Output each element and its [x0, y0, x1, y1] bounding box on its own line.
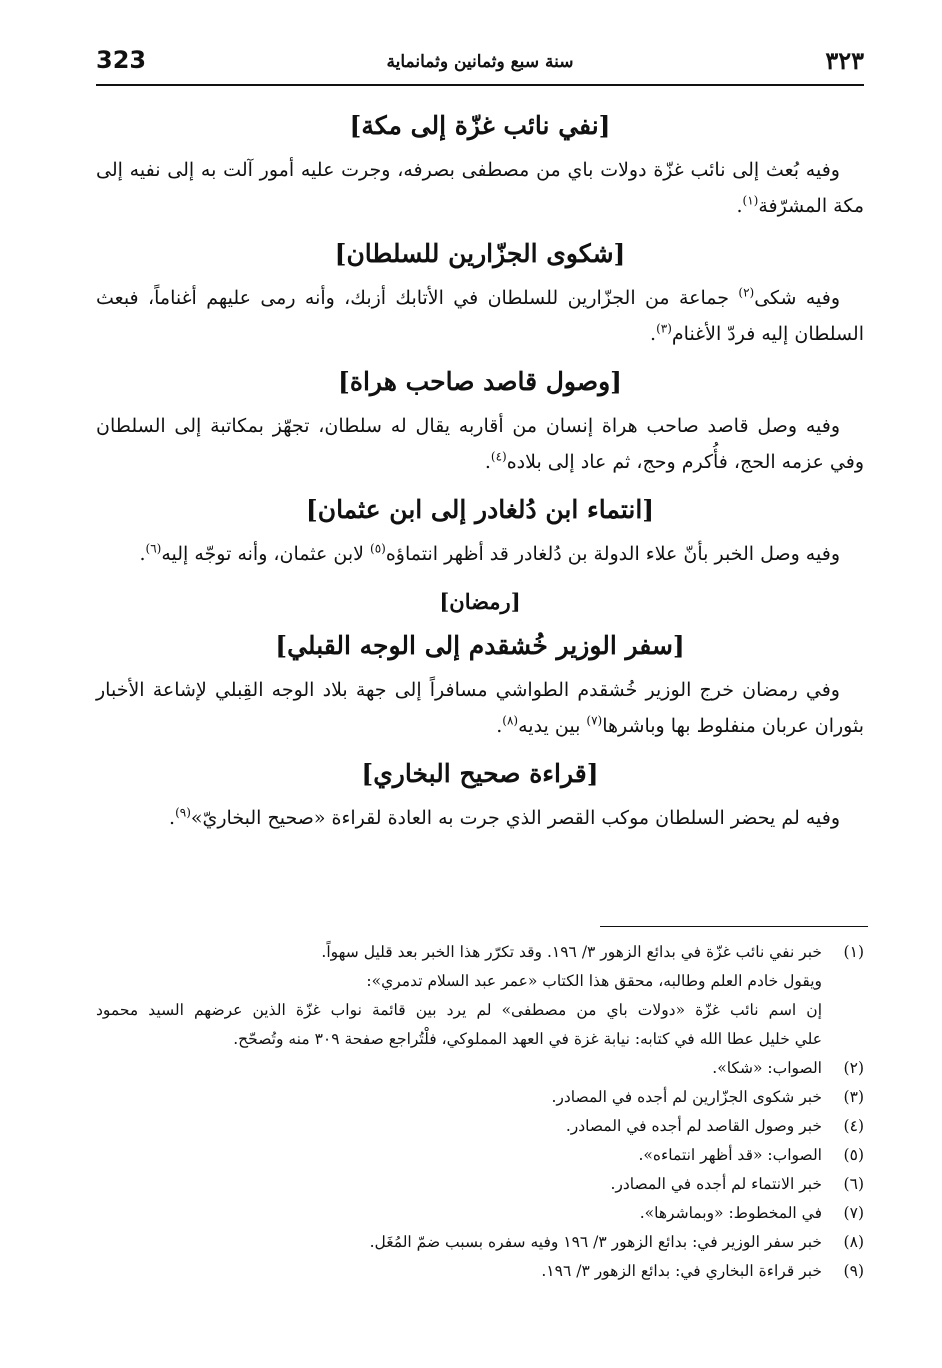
footnote-text: الصواب: «قد أظهر انتماءه».	[638, 1146, 822, 1164]
footnote-text: ويقول خادم العلم وطالبه، محقق هذا الكتاب «عمر عبد السلام تدمري»:	[366, 972, 822, 990]
footnote-number: (٦)	[843, 1175, 864, 1193]
main-text	[96, 102, 864, 846]
footnote-text: خبر قراءة البخاري في: بدائع الزهور ٣/ ١٩٦.	[541, 1262, 822, 1280]
footnote-number: (٤)	[843, 1117, 864, 1135]
footnote-text: خبر وصول القاصد لم أجده في المصادر.	[565, 1117, 822, 1135]
footnote-item	[96, 1112, 864, 1141]
footnote-text: خبر سفر الوزير في: بدائع الزهور ٣/ ١٩٦ وفيه سفره بسبب ضمّ المُغَل.	[369, 1233, 822, 1251]
footnote-ref[interactable]: (٨)	[502, 713, 519, 728]
section-paragraph: وفيه لم يحضر السلطان موكب القصر الذي جرت به العادة لقراءة «صحيح البخاريّ»$^{(٩)}$.	[169, 805, 840, 829]
footnote-item	[96, 1054, 864, 1083]
footnote-text: خبر شكوى الجزّارين لم أجده في المصادر.	[551, 1088, 822, 1106]
footnote-number: (٨)	[843, 1233, 864, 1251]
footnote-text: خبر الانتماء لم أجده في المصادر.	[610, 1175, 822, 1193]
footnote-ref[interactable]: (٥)	[370, 541, 386, 556]
section-heading: [سفر الوزير خُشقدم إلى الوجه القبلي]	[275, 631, 685, 660]
footnote-number: (٥)	[843, 1146, 864, 1164]
section-heading: [نفي نائب غزّة إلى مكة]	[349, 111, 611, 140]
section-heading: [شكوى الجزّارين للسلطان]	[334, 239, 626, 268]
footnote-ref[interactable]: (٦)	[145, 541, 162, 556]
footnote-ref[interactable]: (٩)	[175, 805, 191, 820]
footnote-number: (٣)	[843, 1088, 864, 1106]
section-heading: [انتماء ابن دُلغادر إلى ابن عثمان]	[305, 495, 655, 524]
footnote-item	[96, 1170, 864, 1199]
footnote-item	[96, 1228, 864, 1257]
page-number-arabic: ٣٢٣	[825, 46, 864, 75]
footnote-ref[interactable]: (٣)	[656, 321, 672, 336]
footnote-number: (١)	[843, 943, 864, 961]
footnote-item	[96, 938, 864, 1054]
footnote-text: في المخطوط: «وبماشرها».	[639, 1204, 822, 1222]
footnotes	[96, 938, 864, 1286]
footnote-ref[interactable]: (٧)	[586, 713, 603, 728]
footnote-text: علي خليل عطا الله في كتابه: نيابة غزة في العهد المملوكي، فلْتُراجع صفحة ٣٠٩ منه وتُصحّح.	[233, 1030, 822, 1048]
footnote-ref[interactable]: (٢)	[738, 285, 755, 300]
footnote-item	[96, 1257, 864, 1286]
section-heading: [وصول قاصد صاحب هراة]	[338, 367, 622, 396]
footnote-text: إن اسم نائب غزّة «دولات باي من مصطفى» لم يرد بين قائمة نواب غزّة الذين عرضهم السيد محمود	[96, 1001, 822, 1019]
footnote-item	[96, 1199, 864, 1228]
section-paragraph: وفيه شكى$^{(٢)}$ جماعة من الجزّارين للسلطان في الأتابك أزبك، وأنه رمى عليهم أغناماً، فبعث السلطان إليه فردّ الأغنام$^{(٣)}$.	[96, 285, 864, 345]
section-paragraph: وفيه بُعث إلى نائب غزّة دولات باي من مصطفى بصرفه، وجرت عليه أمور آلت به إلى نفيه إلى مكة المشرّفة$^{(١)}$.	[96, 159, 864, 217]
section-paragraph: وفي رمضان خرج الوزير خُشقدم الطواشي مسافراً إلى جهة بلاد الوجه القِبلي لإشاعة الأخبار بثوران عربان منفلوط بها وباشرها$^{(٧)}$ بين يديه$^{(٨)}$.	[96, 679, 864, 737]
section-paragraph: وفيه وصل قاصد صاحب هراة إنسان من أقاربه يقال له سلطان، تجهّز بمكاتبة إلى السلطان وفي عزمه الحج، فأُكرم وحج، ثم عاد إلى بلاده$^{(٤)}$.	[96, 415, 864, 473]
footnote-number: (٢)	[843, 1059, 864, 1077]
footnote-text: خبر نفي نائب غزّة في بدائع الزهور ٣/ ١٩٦. وقد تكرّر هذا الخبر بعد قليل سهواً.	[321, 943, 822, 961]
page-number-latin: 323	[96, 46, 147, 74]
page-header	[96, 44, 864, 86]
footnote-number: (٧)	[843, 1204, 864, 1222]
running-title: سنة سبع وثمانين وثمانماية	[386, 52, 574, 72]
footnote-ref[interactable]: (١)	[742, 193, 759, 208]
footnote-item	[96, 1083, 864, 1112]
section-heading: [قراءة صحيح البخاري]	[361, 759, 599, 788]
section-paragraph: وفيه وصل الخبر بأنّ علاء الدولة بن دُلغادر قد أظهر انتماؤه$^{(٥)}$ لابن عثمان، وأنه توجّه إليه$^{(٦)}$.	[139, 541, 840, 565]
month-heading: [رمضان]	[439, 589, 521, 614]
footnote-text: الصواب: «شكا».	[712, 1059, 822, 1077]
footnote-number: (٩)	[843, 1262, 864, 1280]
footnote-divider	[600, 926, 868, 927]
footnote-item	[96, 1141, 864, 1170]
footnote-ref[interactable]: (٤)	[490, 449, 507, 464]
